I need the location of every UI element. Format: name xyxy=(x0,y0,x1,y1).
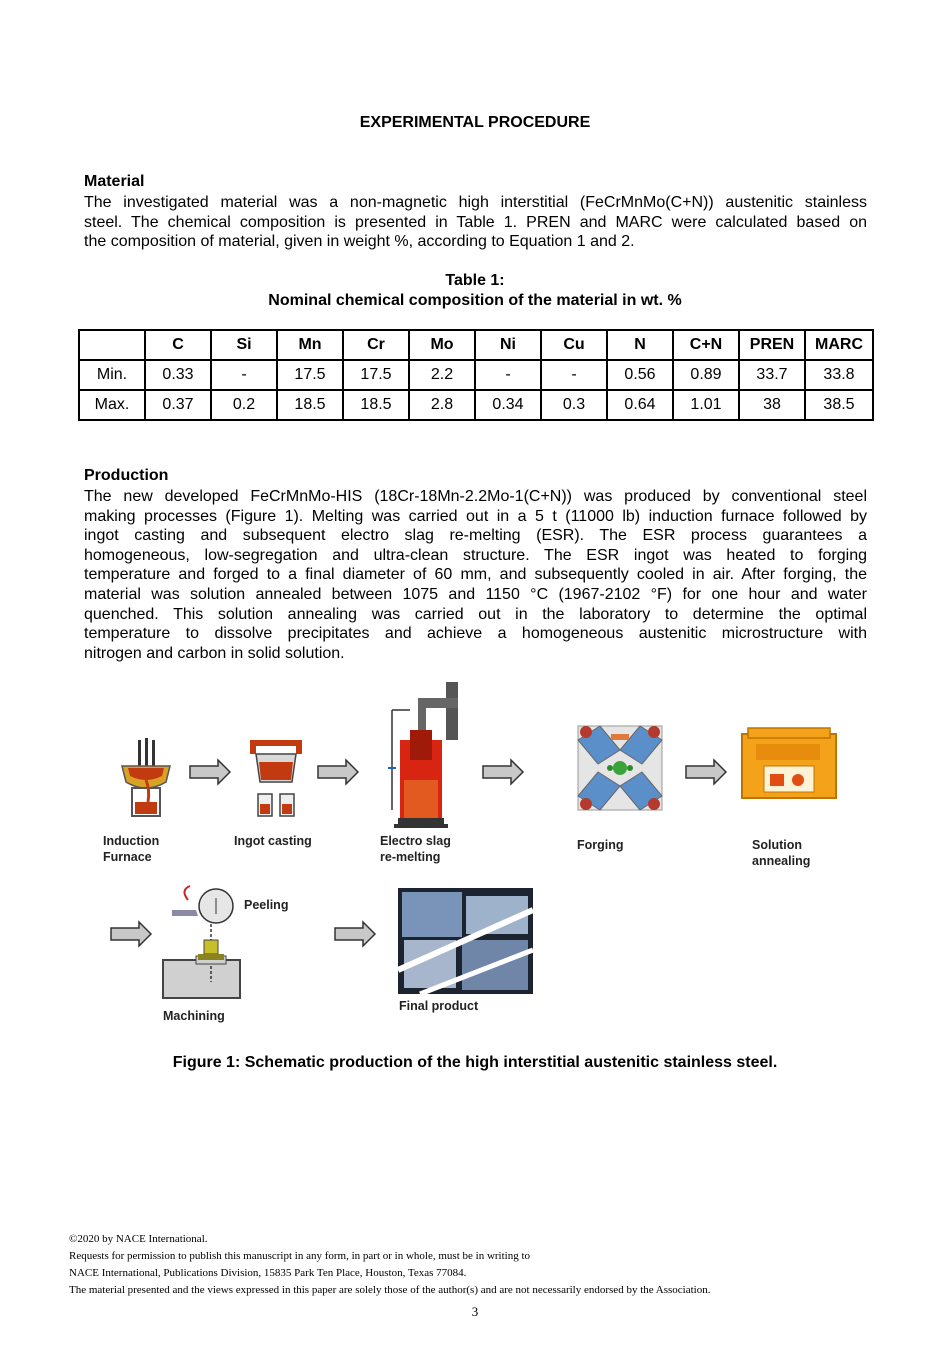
label-electro-slag xyxy=(380,833,451,865)
table-cell: - xyxy=(211,360,277,390)
table-cell: 38.5 xyxy=(805,390,873,420)
table-cell: 0.34 xyxy=(475,390,541,420)
table-header-cell: Mn xyxy=(277,330,343,360)
table-header-cell: C+N xyxy=(673,330,739,360)
table-row xyxy=(79,390,873,420)
table-cell: 0.89 xyxy=(673,360,739,390)
table-header-cell xyxy=(79,330,145,360)
material-line: the composition of material, given in weight %, according to Equation 1 and 2. xyxy=(84,233,635,251)
production-heading: Production xyxy=(84,467,169,484)
arrow-icon xyxy=(318,760,358,784)
table-cell: 0.56 xyxy=(607,360,673,390)
footer-permission: Requests for permission to publish this manuscript in any form, in part or in whole, must be in writing to xyxy=(69,1250,531,1262)
table-cell: 2.2 xyxy=(409,360,475,390)
ingot-casting-icon xyxy=(250,740,302,816)
final-product-photo xyxy=(398,888,533,994)
table-header-cell: C xyxy=(145,330,211,360)
table-cell: Max. xyxy=(79,390,145,420)
footer-disclaimer: The material presented and the views expressed in this paper are solely those of the author(s) and are not necessarily endorsed by the Association. xyxy=(69,1284,711,1296)
esr-furnace-icon xyxy=(388,682,458,828)
table-cell: 0.2 xyxy=(211,390,277,420)
table-caption-title: Nominal chemical composition of the material in wt. % xyxy=(268,292,682,309)
label-line: re-melting xyxy=(380,850,441,864)
label-final-product: Final product xyxy=(399,999,479,1013)
table-cell: 38 xyxy=(739,390,805,420)
label-induction-furnace xyxy=(103,833,159,865)
table-header-cell: Mo xyxy=(409,330,475,360)
label-line: annealing xyxy=(752,854,811,868)
label-line: Electro slag xyxy=(380,834,451,848)
production-line: making processes (Figure 1). Melting was carried out in a 5 t (11000 lb) induction furnace followed by xyxy=(84,507,867,525)
table-cell: 17.5 xyxy=(277,360,343,390)
section-title: EXPERIMENTAL PROCEDURE xyxy=(359,114,591,131)
table-cell: 0.37 xyxy=(145,390,211,420)
table-header-cell: Cu xyxy=(541,330,607,360)
arrow-icon xyxy=(686,760,726,784)
label-line: Solution xyxy=(752,838,802,852)
composition-table xyxy=(78,329,874,421)
arrow-icon xyxy=(111,922,151,946)
induction-furnace-icon xyxy=(122,738,170,816)
production-line: temperature to dissolve precipitates and achieve a homogeneous austenitic microstructure with xyxy=(84,625,867,643)
label-peeling: Peeling xyxy=(244,898,289,912)
table-cell: 18.5 xyxy=(343,390,409,420)
material-line: steel. The chemical composition is presented in Table 1. PREN and MARC were calculated based on xyxy=(84,213,867,231)
page-number: 3 xyxy=(471,1304,479,1319)
table-header-cell: MARC xyxy=(805,330,873,360)
arrow-icon xyxy=(190,760,230,784)
table-cell: 18.5 xyxy=(277,390,343,420)
table-cell: 33.7 xyxy=(739,360,805,390)
material-paragraph xyxy=(84,193,867,252)
table-cell: - xyxy=(541,360,607,390)
forging-press-icon xyxy=(578,726,662,810)
production-line: temperature and forged to a final diameter of 60 mm, and subsequently cooled in air. After forging, the xyxy=(84,566,867,584)
machining-icon xyxy=(163,924,240,998)
table-header-row xyxy=(79,330,873,360)
material-line: The investigated material was a non-magnetic high interstitial (FeCrMnMo(C+N)) austenitic stainless xyxy=(84,194,867,211)
material-heading: Material xyxy=(84,173,145,190)
table-cell: 0.3 xyxy=(541,390,607,420)
table-cell: - xyxy=(475,360,541,390)
production-line: material was solution annealed between 1075 and 1150 °C (1967-2102 °F) for one hour and water xyxy=(84,585,867,603)
table-cell: 2.8 xyxy=(409,390,475,420)
table-cell: 17.5 xyxy=(343,360,409,390)
annealing-furnace-icon xyxy=(742,728,836,798)
table-cell: 33.8 xyxy=(805,360,873,390)
table-header-cell: Ni xyxy=(475,330,541,360)
production-line: quenched. This solution annealing was carried out in the laboratory to determine the optimal xyxy=(84,605,867,623)
table-cell: 1.01 xyxy=(673,390,739,420)
footer-address: NACE International, Publications Division, 15835 Park Ten Place, Houston, Texas 77084. xyxy=(69,1267,467,1279)
table-header-cell: Si xyxy=(211,330,277,360)
table-cell: 0.33 xyxy=(145,360,211,390)
footer-copyright: ©2020 by NACE International. xyxy=(69,1233,208,1245)
production-line: homogeneous, low-segregation and ultra-clean structure. The ESR ingot was heated to forging xyxy=(84,546,867,564)
table-cell: Min. xyxy=(79,360,145,390)
figure-caption: Figure 1: Schematic production of the high interstitial austenitic stainless steel. xyxy=(172,1054,778,1071)
label-line: Induction xyxy=(103,834,160,848)
production-line: The new developed FeCrMnMo-HIS (18Cr-18Mn-2.2Mo-1(C+N)) was produced by conventional steel xyxy=(84,488,867,505)
production-line: nitrogen and carbon in solid solution. xyxy=(84,644,345,662)
table-row xyxy=(79,360,873,390)
peeling-icon xyxy=(172,886,233,923)
table-caption-label: Table 1: xyxy=(445,272,505,289)
table-header-cell: N xyxy=(607,330,673,360)
arrow-icon xyxy=(483,760,523,784)
label-line: Furnace xyxy=(103,850,152,864)
label-machining: Machining xyxy=(163,1009,225,1023)
arrow-icon xyxy=(335,922,375,946)
label-ingot-casting: Ingot casting xyxy=(234,834,312,848)
table-cell: 0.64 xyxy=(607,390,673,420)
table-header-cell: PREN xyxy=(739,330,805,360)
production-paragraph xyxy=(84,487,867,663)
production-line: ingot casting and subsequent electro slag re-melting (ESR). The ESR process guarantees a xyxy=(84,527,867,545)
label-solution-annealing xyxy=(752,837,810,869)
table-caption xyxy=(0,271,950,311)
label-forging: Forging xyxy=(577,838,624,852)
table-header-cell: Cr xyxy=(343,330,409,360)
